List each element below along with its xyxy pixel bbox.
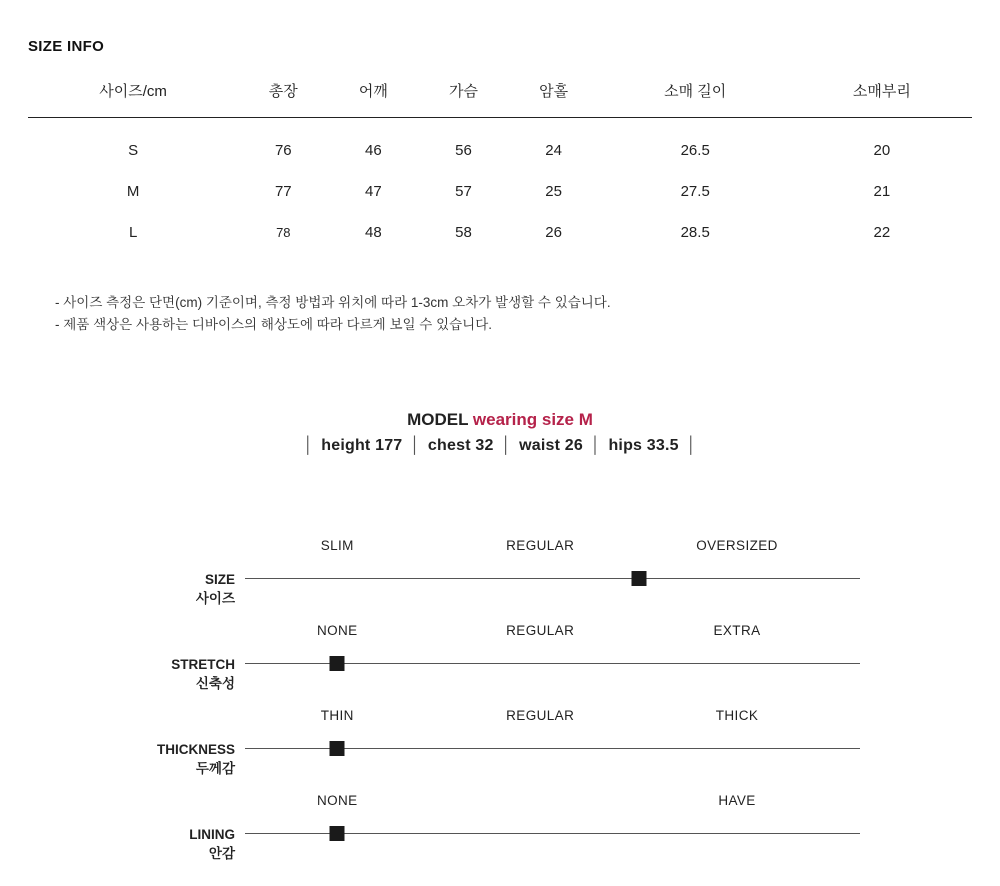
gauge-tick: SLIM bbox=[320, 538, 354, 553]
notes-block bbox=[55, 292, 611, 336]
gauge-tick: NONE bbox=[316, 793, 358, 808]
gauge-row-stretch bbox=[0, 605, 1000, 690]
model-height: height 177 bbox=[321, 437, 403, 454]
gauge-ticks-stretch bbox=[245, 623, 860, 643]
table-row bbox=[28, 118, 972, 172]
gauge-label-kr: 안감 bbox=[208, 846, 235, 861]
gauge-track-lining bbox=[245, 833, 860, 834]
gauge-label-en: LINING bbox=[189, 827, 235, 842]
table-header-cell: 사이즈/cm bbox=[99, 83, 167, 100]
gauge-row-size bbox=[0, 520, 1000, 605]
gauge-marker-stretch bbox=[330, 656, 345, 671]
gauge-tick: EXTRA bbox=[713, 623, 761, 638]
gauge-row-lining bbox=[0, 775, 1000, 860]
table-cell: 47 bbox=[365, 183, 382, 200]
gauge-track-thickness bbox=[245, 748, 860, 749]
table-cell: 20 bbox=[873, 142, 891, 159]
note-line: - 사이즈 측정은 단면(cm) 기준이며, 측정 방법과 위치에 따라 1-3cm 오차가 발생할 수 있습니다. bbox=[55, 295, 611, 310]
measure-separator: │ bbox=[686, 437, 697, 454]
table-cell: 24 bbox=[545, 142, 562, 159]
gauge-ticks-thickness bbox=[245, 708, 860, 728]
table-header-cell: 총장 bbox=[268, 83, 298, 100]
gauge-marker-thickness bbox=[330, 741, 345, 756]
table-header-cell: 가슴 bbox=[448, 83, 478, 100]
gauge-label-en: THICKNESS bbox=[156, 742, 235, 757]
table-cell: 46 bbox=[365, 142, 382, 159]
gauge-label-kr: 신축성 bbox=[195, 676, 235, 691]
table-cell: M bbox=[126, 183, 140, 200]
table-cell: 28.5 bbox=[680, 224, 710, 241]
model-wearing-size: wearing size M bbox=[472, 410, 593, 429]
table-cell: L bbox=[128, 224, 138, 241]
gauge-row-thickness bbox=[0, 690, 1000, 775]
table-row bbox=[28, 171, 972, 212]
attribute-gauges bbox=[0, 520, 1000, 860]
table-cell: 22 bbox=[873, 224, 891, 241]
model-chest: chest 32 bbox=[427, 437, 494, 454]
table-cell: 25 bbox=[545, 183, 562, 200]
gauge-track-size bbox=[245, 578, 860, 579]
note-line: - 제품 색상은 사용하는 디바이스의 해상도에 따라 다르게 보일 수 있습니다. bbox=[55, 317, 492, 332]
size-table bbox=[28, 72, 972, 253]
measure-separator: │ bbox=[590, 437, 601, 454]
model-prefix-label: MODEL bbox=[407, 410, 473, 429]
table-cell: 48 bbox=[365, 224, 382, 241]
model-measurements bbox=[0, 437, 1000, 455]
table-cell: 56 bbox=[455, 142, 472, 159]
table-header-cell: 암홀 bbox=[539, 83, 569, 100]
measure-separator: │ bbox=[410, 437, 421, 454]
table-cell: 78 bbox=[276, 225, 291, 240]
model-hips: hips 33.5 bbox=[608, 437, 679, 454]
gauge-ticks-lining bbox=[245, 793, 860, 813]
gauge-ticks-size bbox=[245, 538, 860, 558]
gauge-marker-lining bbox=[330, 826, 345, 841]
gauge-label-size bbox=[60, 570, 235, 608]
gauge-track-stretch bbox=[245, 663, 860, 664]
table-cell: 21 bbox=[873, 183, 891, 200]
table-cell: 77 bbox=[274, 183, 292, 200]
table-cell: 57 bbox=[455, 183, 472, 200]
gauge-label-en: STRETCH bbox=[171, 657, 235, 672]
table-cell: 58 bbox=[455, 224, 472, 241]
table-cell: S bbox=[128, 142, 139, 159]
measure-separator: │ bbox=[303, 437, 314, 454]
table-header-cell: 어깨 bbox=[358, 83, 388, 100]
gauge-label-kr: 두께감 bbox=[195, 761, 235, 776]
gauge-label-lining bbox=[60, 825, 235, 863]
gauge-tick: THICK bbox=[715, 708, 759, 723]
table-header-cell: 소매부리 bbox=[852, 83, 911, 100]
model-info bbox=[0, 410, 1000, 455]
table-header-row bbox=[28, 72, 972, 118]
table-cell: 26 bbox=[545, 224, 562, 241]
gauge-label-kr: 사이즈 bbox=[195, 591, 235, 606]
model-waist: waist 26 bbox=[519, 437, 583, 454]
gauge-label-stretch bbox=[60, 655, 235, 693]
measure-separator: │ bbox=[501, 437, 512, 454]
gauge-tick: NONE bbox=[316, 623, 358, 638]
gauge-marker-size bbox=[631, 571, 646, 586]
table-cell: 76 bbox=[274, 142, 292, 159]
gauge-tick: REGULAR bbox=[506, 623, 575, 638]
gauge-tick: REGULAR bbox=[506, 538, 575, 553]
table-header-cell: 소매 길이 bbox=[664, 83, 727, 100]
page-title: SIZE INFO bbox=[28, 38, 105, 55]
gauge-tick: THIN bbox=[320, 708, 354, 723]
gauge-tick: OVERSIZED bbox=[696, 538, 778, 553]
gauge-label-en: SIZE bbox=[204, 572, 235, 587]
table-cell: 26.5 bbox=[680, 142, 710, 159]
gauge-tick: HAVE bbox=[718, 793, 756, 808]
gauge-label-thickness bbox=[60, 740, 235, 778]
model-wearing-line bbox=[0, 410, 1000, 430]
gauge-tick: REGULAR bbox=[506, 708, 575, 723]
table-cell: 27.5 bbox=[680, 183, 710, 200]
table-row bbox=[28, 212, 972, 253]
